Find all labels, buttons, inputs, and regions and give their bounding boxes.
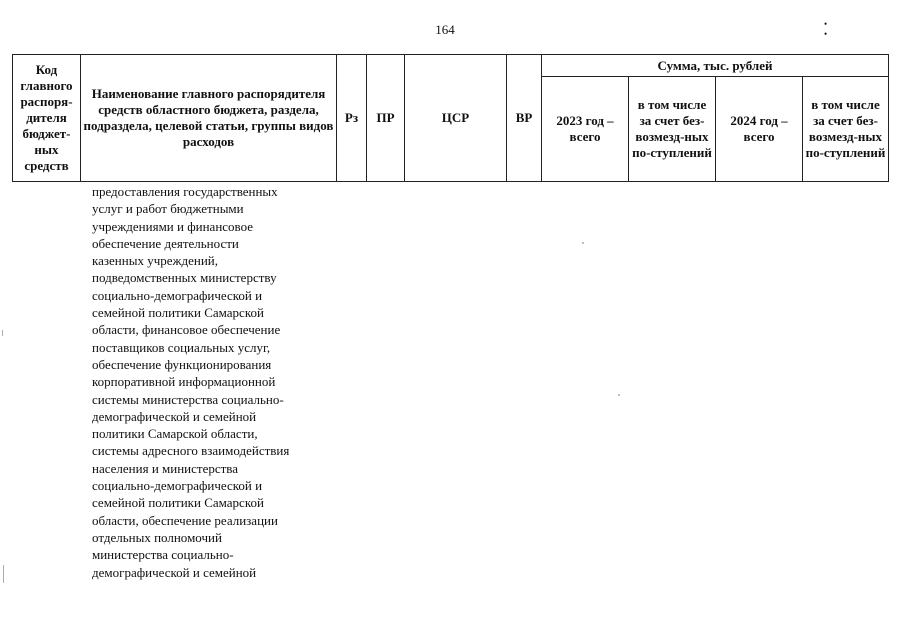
- header-name: Наименование главного распорядителя средств областного бюджета, раздела, подраздела, целевой статьи, группы видов расходов: [81, 55, 337, 182]
- header-code: Код главного распоря-дителя бюджет-ных средств: [13, 55, 81, 182]
- header-2024-total: 2024 год – всего: [716, 77, 803, 182]
- budget-table-header: [12, 54, 889, 182]
- page-number: 164: [435, 22, 455, 37]
- expense-description-text: предоставления государственных услуг и работ бюджетными учреждениями и финансовое обеспечение деятельности казенных учреждений, подведомственных министерству социально-демографической и семейной политики Самарской области, финансовое обеспечение поставщиков социальных услуг, обеспечение функционирования корпоративной информационной системы министерства социально- демографической и семейной политики Самарской области, системы адресного взаимодействия населения и министерства социально-демографической и семейной политики Самарской области, обеспечение реализации отдельных полномочий министерства социально- демографической и семейной: [92, 184, 290, 580]
- header-rz: Рз: [337, 55, 367, 182]
- header-2024-gratuitous: в том числе за счет без-возмезд-ных по-ступлений: [803, 77, 889, 182]
- header-vr: ВР: [507, 55, 542, 182]
- scan-speck: [3, 565, 4, 583]
- scan-speck: [2, 330, 3, 336]
- scan-speck: [618, 394, 620, 396]
- scan-marks: • •: [824, 19, 858, 39]
- header-sum-group: Сумма, тыс. рублей: [542, 55, 889, 77]
- header-2023-total: 2023 год – всего: [542, 77, 629, 182]
- header-pr: ПР: [367, 55, 405, 182]
- header-2023-gratuitous: в том числе за счет без-возмезд-ных по-ступлений: [629, 77, 716, 182]
- scan-speck: [582, 242, 584, 244]
- header-csr: ЦСР: [405, 55, 507, 182]
